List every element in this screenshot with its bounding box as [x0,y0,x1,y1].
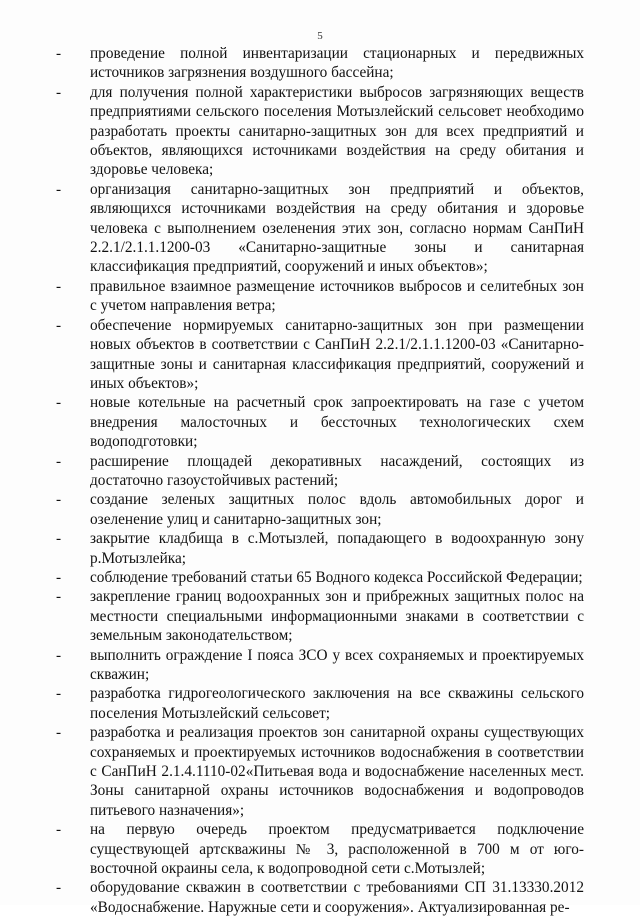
list-item [56,44,584,83]
dash-marker: - [56,568,62,586]
list-item [56,568,584,587]
dash-marker: - [56,83,62,101]
dash-marker: - [56,646,62,664]
list-item-text: на первую очередь проектом предусматривается подключение существующей артскважины № 3, расположенной в 700 м от юго-восточной окраины села, к водопроводной сети с.Мотызлей; [90,821,584,878]
list-item-text: разработка и реализация проектов зон санитарной охраны существующих сохраняемых и проектируемых источников водоснабжения в соответствии с СанПиН 2.1.4.1110-02«Питьевая вода и водоснабжение населенных мест. Зоны санитарной охраны источников водоснабжения и водопроводов питьевого назначения»; [90,724,584,819]
list-item-text: создание зеленых защитных полос вдоль автомобильных дорог и озеленение улиц и санитарно-защитных зон; [90,491,584,528]
dash-marker: - [56,277,62,295]
list-item-text: для получения полной характеристики выбросов загрязняющих веществ предприятиями сельского поселения Мотызлейский сельсовет необходимо разработать проекты санитарно-защитных зон для всех предприятий и объектов, являющихся источниками воздействия на среду обитания и здоровье человека; [90,83,584,179]
list-item-text: правильное взаимное размещение источников выбросов и селитебных зон с учетом направления ветра; [90,277,584,315]
page-number: 5 [317,30,323,42]
list-item-text: разработка гидрогеологического заключения на все скважины сельского поселения Мотызлейский сельсовет; [90,685,584,722]
list-item-text: выполнить ограждение I пояса ЗСО у всех сохраняемых и проектируемых скважин; [90,646,584,683]
list-item [56,723,584,820]
list-item-text: обеспечение нормируемых санитарно-защитных зон при размещении новых объектов в соответствии с СанПиН 2.2.1/2.1.1.1200-03 «Санитарно-защитные зоны и санитарная классификация предприятий, сооружений и иных объектов»; [90,316,584,392]
list-item [56,83,584,180]
list-item [56,878,584,917]
list-item-text: новые котельные на расчетный срок запроектировать на газе с учетом внедрения малосточных и бессточных технологических схем водоподготовки; [90,394,584,451]
list-item-text: закрытие кладбища в с.Мотызлей, попадающего в водоохранную зону р.Мотызлейка; [90,530,584,567]
list-item [56,820,584,878]
list-item-text: организация санитарно-защитных зон предприятий и объектов, являющихся источниками воздействия на среду обитания и здоровье человека с выполнением озеленения этих зон, согласно нормам СанПиН 2.2.1/2.1.1.1200-03 «Санитарно-защитные зоны и санитарная классификация предприятий, сооружений и иных объектов»; [90,180,584,276]
list-item [56,529,584,568]
list-item [56,684,584,723]
list-item [56,393,584,451]
list-item [56,316,584,394]
bullet-list [56,44,584,917]
list-item [56,490,584,529]
list-item [56,277,584,316]
list-item-text: расширение площадей декоративных насаждений, состоящих из достаточно газоустойчивых растений; [90,452,584,489]
dash-marker: - [56,879,62,897]
dash-marker: - [56,821,62,839]
dash-marker: - [56,530,62,548]
dash-marker: - [56,685,62,703]
dash-marker: - [56,452,62,470]
dash-marker: - [56,588,62,606]
dash-marker: - [56,724,62,742]
list-item-text: оборудование скважин в соответствии с требованиями СП 31.13330.2012 «Водоснабжение. Наружные сети и сооружения». Актуализированная ре- [90,879,584,916]
list-item [56,646,584,685]
dash-marker: - [56,394,62,412]
dash-marker: - [56,316,62,334]
list-item-text: соблюдение требований статьи 65 Водного кодекса Российской Федерации; [90,568,583,586]
list-item [56,452,584,491]
list-item-text: закрепление границ водоохранных зон и прибрежных защитных полос на местности специальными информационными знаками в соответствии с земельным законодательством; [90,588,584,645]
list-item [56,180,584,277]
dash-marker: - [56,180,62,198]
dash-marker: - [56,491,62,509]
dash-marker: - [56,45,62,62]
list-item [56,587,584,645]
list-item-text: проведение полной инвентаризации стационарных и передвижных источников загрязнения воздушного бассейна; [90,45,584,82]
